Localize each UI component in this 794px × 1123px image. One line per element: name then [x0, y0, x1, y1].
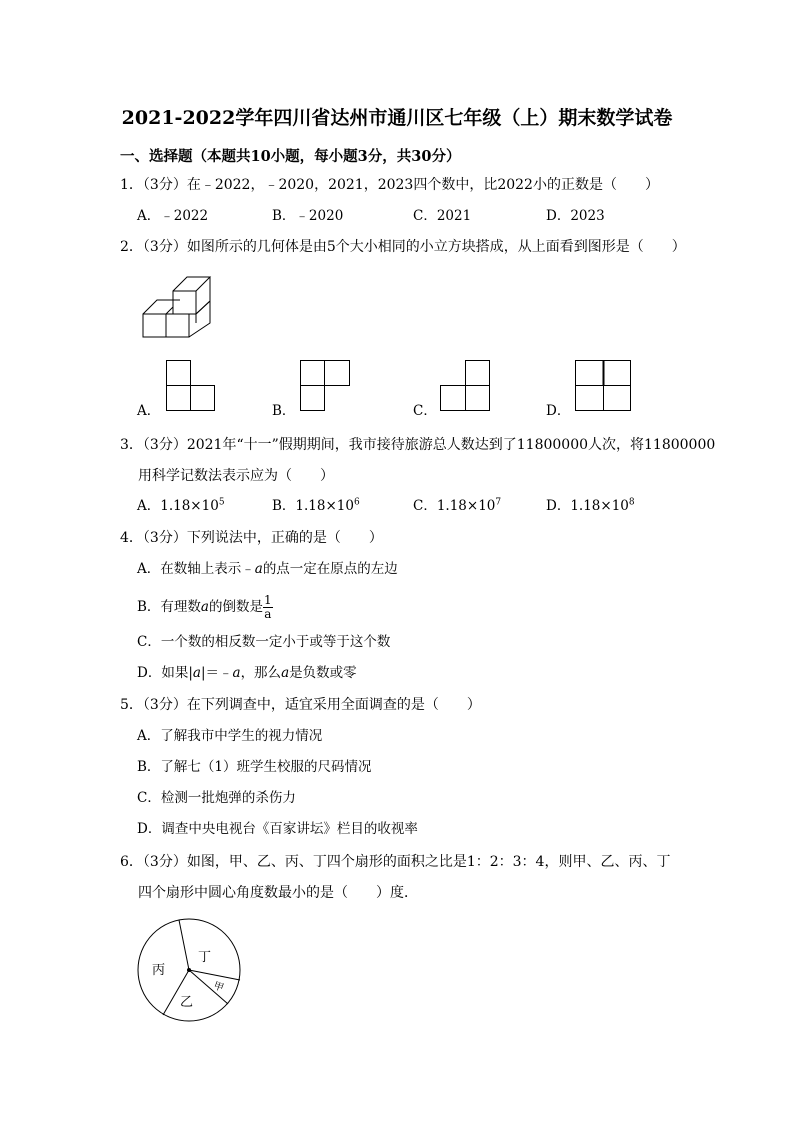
q1-option-d[interactable]: D．2023 — [546, 208, 605, 224]
q2-option-d[interactable]: D． — [546, 403, 571, 419]
q3-option-b-exp: 6 — [353, 497, 360, 508]
q2-option-c[interactable]: C． — [413, 403, 437, 419]
q2-option-b-figure[interactable] — [300, 360, 352, 412]
q4-option-b[interactable] — [137, 594, 273, 621]
q3-option-b[interactable] — [272, 497, 360, 515]
q3-option-d[interactable] — [546, 497, 635, 515]
q1-option-b[interactable]: B．﹣2020 — [272, 208, 344, 224]
page-title: 2021-2022学年四川省达州市通川区七年级（上）期末数学试卷 — [121, 107, 673, 129]
q6-stem-line1: 6．（3分）如图，甲、乙、丙、丁四个扇形的面积之比是1：2：3：4，则甲、乙、丙、丁 — [120, 854, 671, 870]
q1-stem: 1．（3分）在﹣2022，﹣2020，2021，2023四个数中，比2022小的正数是（ ） — [120, 177, 659, 193]
sector-label-bing: 丙 — [152, 963, 166, 978]
q2-stem: 2．（3分）如图所示的几何体是由5个大小相同的小立方块搭成，从上面看到图形是（ ） — [120, 239, 686, 255]
q4-d-text2: |＝﹣ — [200, 665, 233, 681]
q4-b-text2: 的倒数是 — [208, 599, 263, 615]
q4-b-var: a — [200, 599, 209, 615]
sector-label-jia: 甲 — [211, 980, 226, 995]
sector-circle-figure — [136, 918, 246, 1028]
q5-option-a[interactable]: A．了解我市中学生的视力情况 — [137, 728, 323, 744]
q3-option-a[interactable] — [137, 497, 225, 515]
q4-a-text1: A．在数轴上表示﹣ — [137, 561, 255, 577]
cube-solid-figure — [140, 268, 212, 344]
sector-label-yi: 乙 — [180, 995, 194, 1010]
q2-option-b[interactable]: B． — [272, 403, 296, 419]
q2-option-a-figure[interactable] — [166, 360, 216, 412]
q6-stem-line2: 四个扇形中圆心角度数最小的是（ ）度． — [138, 885, 418, 901]
q4-d-text1: D．如果| — [137, 665, 193, 681]
q3-option-c-base: C．1.18×10 — [413, 498, 496, 514]
q4-b-fraction — [263, 594, 273, 621]
q1-option-a[interactable]: A．﹣2022 — [137, 208, 209, 224]
q4-b-numerator: 1 — [263, 593, 272, 607]
q4-b-denominator: a — [264, 607, 272, 621]
q5-option-d[interactable]: D．调查中央电视台《百家讲坛》栏目的收视率 — [137, 821, 418, 837]
q2-option-d-figure[interactable] — [575, 360, 633, 412]
q3-option-c[interactable] — [413, 497, 501, 515]
q4-a-text2: 的点一定在原点的左边 — [262, 561, 398, 577]
q3-option-d-exp: 8 — [628, 497, 635, 508]
q4-d-var3: a — [281, 665, 290, 681]
q3-option-a-base: A．1.18×10 — [137, 498, 219, 514]
q3-option-b-base: B．1.18×10 — [272, 498, 354, 514]
q4-option-c[interactable]: C．一个数的相反数一定小于或等于这个数 — [137, 634, 391, 650]
q5-stem: 5．（3分）在下列调查中，适宜采用全面调查的是（ ） — [120, 697, 481, 713]
q4-d-var1: a — [192, 665, 201, 681]
q4-option-a[interactable] — [137, 560, 398, 578]
q4-stem: 4．（3分）下列说法中，正确的是（ ） — [120, 530, 383, 546]
q3-stem-line1: 3．（3分）2021年“十一”假期期间，我市接待旅游总人数达到了11800000人次，将11800000 — [120, 437, 716, 453]
q4-a-var: a — [254, 561, 263, 577]
section-heading: 一、选择题（本题共10小题，每小题3分，共30分） — [120, 148, 461, 165]
q3-option-d-base: D．1.18×10 — [546, 498, 629, 514]
q4-option-d[interactable] — [137, 664, 357, 682]
q3-stem-line2: 用科学记数法表示应为（ ） — [138, 468, 334, 484]
q3-option-c-exp: 7 — [495, 497, 502, 508]
q3-option-a-exp: 5 — [218, 497, 225, 508]
q1-option-c[interactable]: C．2021 — [413, 208, 472, 224]
q4-d-text3: ，那么 — [240, 665, 282, 681]
q2-option-a[interactable]: A． — [137, 403, 161, 419]
q5-option-c[interactable]: C．检测一批炮弹的杀伤力 — [137, 790, 296, 806]
sector-label-ding: 丁 — [198, 950, 212, 965]
q4-b-text1: B．有理数 — [137, 599, 201, 615]
q5-option-b[interactable]: B．了解七（1）班学生校服的尺码情况 — [137, 759, 372, 775]
q4-d-var2: a — [232, 665, 241, 681]
q2-option-c-figure[interactable] — [440, 360, 492, 412]
q4-d-text4: 是负数或零 — [289, 665, 357, 681]
